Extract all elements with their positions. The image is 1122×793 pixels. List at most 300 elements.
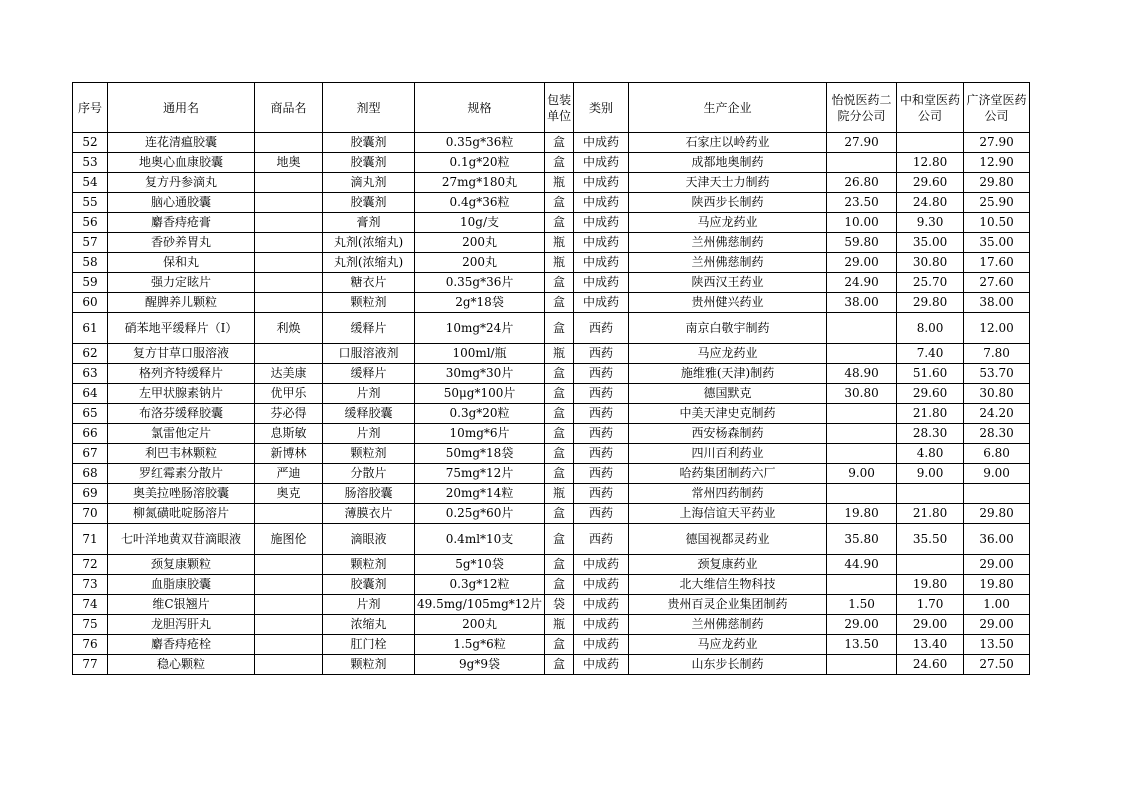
header-row — [73, 83, 1030, 133]
cell-category: 西药 — [574, 313, 629, 344]
table-row — [73, 484, 1030, 504]
cell-price-guangjitang — [964, 484, 1030, 504]
header-pack-unit: 包装单位 — [545, 83, 574, 133]
cell-price-zhonghetang: 1.70 — [897, 595, 964, 615]
cell-spec: 200丸 — [415, 253, 545, 273]
cell-dosage-form: 浓缩丸 — [323, 615, 415, 635]
cell-spec: 0.25g*60片 — [415, 504, 545, 524]
cell-category: 西药 — [574, 504, 629, 524]
cell-index: 76 — [73, 635, 108, 655]
cell-price-yiyue — [827, 484, 897, 504]
cell-brand-name — [255, 293, 323, 313]
cell-price-guangjitang: 35.00 — [964, 233, 1030, 253]
cell-price-yiyue — [827, 424, 897, 444]
cell-pack-unit: 袋 — [545, 595, 574, 615]
cell-manufacturer: 贵州健兴药业 — [629, 293, 827, 313]
cell-manufacturer: 山东步长制药 — [629, 655, 827, 675]
cell-price-zhonghetang: 35.00 — [897, 233, 964, 253]
cell-manufacturer: 马应龙药业 — [629, 213, 827, 233]
cell-price-zhonghetang: 29.00 — [897, 615, 964, 635]
cell-price-guangjitang: 12.90 — [964, 153, 1030, 173]
cell-price-zhonghetang: 21.80 — [897, 504, 964, 524]
cell-generic-name: 柳氮磺吡啶肠溶片 — [108, 504, 255, 524]
cell-price-guangjitang: 7.80 — [964, 344, 1030, 364]
cell-price-yiyue: 59.80 — [827, 233, 897, 253]
cell-manufacturer: 成都地奥制药 — [629, 153, 827, 173]
cell-manufacturer: 陕西汉王药业 — [629, 273, 827, 293]
cell-price-zhonghetang: 21.80 — [897, 404, 964, 424]
cell-price-zhonghetang: 28.30 — [897, 424, 964, 444]
cell-brand-name — [255, 273, 323, 293]
cell-price-yiyue: 48.90 — [827, 364, 897, 384]
cell-price-guangjitang: 12.00 — [964, 313, 1030, 344]
cell-generic-name: 强力定眩片 — [108, 273, 255, 293]
cell-manufacturer: 西安杨森制药 — [629, 424, 827, 444]
cell-spec: 0.3g*20粒 — [415, 404, 545, 424]
cell-pack-unit: 盒 — [545, 213, 574, 233]
cell-index: 75 — [73, 615, 108, 635]
cell-price-yiyue: 1.50 — [827, 595, 897, 615]
cell-manufacturer: 陕西步长制药 — [629, 193, 827, 213]
cell-price-yiyue — [827, 444, 897, 464]
cell-pack-unit: 盒 — [545, 404, 574, 424]
table-row — [73, 504, 1030, 524]
header-spec: 规格 — [415, 83, 545, 133]
cell-spec: 9g*9袋 — [415, 655, 545, 675]
cell-pack-unit: 瓶 — [545, 253, 574, 273]
cell-price-yiyue: 38.00 — [827, 293, 897, 313]
cell-brand-name — [255, 655, 323, 675]
cell-price-yiyue — [827, 344, 897, 364]
cell-manufacturer: 天津天士力制药 — [629, 173, 827, 193]
cell-price-guangjitang: 10.50 — [964, 213, 1030, 233]
cell-manufacturer: 中美天津史克制药 — [629, 404, 827, 424]
cell-price-zhonghetang: 9.00 — [897, 464, 964, 484]
cell-category: 中成药 — [574, 655, 629, 675]
cell-index: 63 — [73, 364, 108, 384]
table-row — [73, 173, 1030, 193]
cell-spec: 49.5mg/105mg*12片 — [415, 595, 545, 615]
table-row — [73, 384, 1030, 404]
cell-dosage-form: 胶囊剂 — [323, 193, 415, 213]
cell-index: 64 — [73, 384, 108, 404]
cell-spec: 10mg*6片 — [415, 424, 545, 444]
table-row — [73, 444, 1030, 464]
table-row — [73, 364, 1030, 384]
cell-price-yiyue — [827, 575, 897, 595]
cell-price-yiyue: 19.80 — [827, 504, 897, 524]
header-generic-name: 通用名 — [108, 83, 255, 133]
cell-dosage-form: 颗粒剂 — [323, 293, 415, 313]
cell-dosage-form: 缓释胶囊 — [323, 404, 415, 424]
cell-manufacturer: 兰州佛慈制药 — [629, 615, 827, 635]
cell-category: 中成药 — [574, 273, 629, 293]
cell-brand-name: 施图伦 — [255, 524, 323, 555]
cell-category: 西药 — [574, 484, 629, 504]
table-row — [73, 464, 1030, 484]
cell-index: 73 — [73, 575, 108, 595]
cell-brand-name: 严迪 — [255, 464, 323, 484]
cell-dosage-form: 糖衣片 — [323, 273, 415, 293]
cell-index: 52 — [73, 133, 108, 153]
cell-generic-name: 稳心颗粒 — [108, 655, 255, 675]
cell-price-zhonghetang: 29.60 — [897, 384, 964, 404]
cell-category: 西药 — [574, 384, 629, 404]
cell-dosage-form: 颗粒剂 — [323, 655, 415, 675]
cell-dosage-form: 滴丸剂 — [323, 173, 415, 193]
cell-category: 西药 — [574, 344, 629, 364]
table-body — [73, 133, 1030, 675]
cell-price-zhonghetang: 4.80 — [897, 444, 964, 464]
cell-index: 67 — [73, 444, 108, 464]
cell-pack-unit: 盒 — [545, 555, 574, 575]
cell-spec: 10mg*24片 — [415, 313, 545, 344]
cell-price-guangjitang: 29.80 — [964, 173, 1030, 193]
cell-generic-name: 氯雷他定片 — [108, 424, 255, 444]
cell-price-yiyue: 24.90 — [827, 273, 897, 293]
cell-price-zhonghetang — [897, 555, 964, 575]
cell-spec: 50μg*100片 — [415, 384, 545, 404]
cell-generic-name: 格列齐特缓释片 — [108, 364, 255, 384]
cell-manufacturer: 石家庄以岭药业 — [629, 133, 827, 153]
cell-price-zhonghetang: 8.00 — [897, 313, 964, 344]
cell-price-yiyue: 35.80 — [827, 524, 897, 555]
cell-category: 西药 — [574, 464, 629, 484]
cell-spec: 0.1g*20粒 — [415, 153, 545, 173]
cell-manufacturer: 四川百利药业 — [629, 444, 827, 464]
cell-pack-unit: 盒 — [545, 444, 574, 464]
cell-price-guangjitang: 36.00 — [964, 524, 1030, 555]
cell-pack-unit: 盒 — [545, 524, 574, 555]
cell-brand-name: 地奥 — [255, 153, 323, 173]
cell-pack-unit: 盒 — [545, 273, 574, 293]
cell-pack-unit: 盒 — [545, 384, 574, 404]
cell-brand-name: 优甲乐 — [255, 384, 323, 404]
cell-price-guangjitang: 24.20 — [964, 404, 1030, 424]
cell-brand-name — [255, 555, 323, 575]
cell-index: 53 — [73, 153, 108, 173]
table-row — [73, 153, 1030, 173]
header-index: 序号 — [73, 83, 108, 133]
cell-price-guangjitang: 28.30 — [964, 424, 1030, 444]
table-row — [73, 213, 1030, 233]
cell-spec: 0.35g*36粒 — [415, 133, 545, 153]
cell-price-yiyue: 10.00 — [827, 213, 897, 233]
cell-index: 66 — [73, 424, 108, 444]
cell-brand-name: 奥克 — [255, 484, 323, 504]
cell-generic-name: 复方甘草口服溶液 — [108, 344, 255, 364]
cell-price-guangjitang: 9.00 — [964, 464, 1030, 484]
cell-brand-name: 芬必得 — [255, 404, 323, 424]
cell-price-zhonghetang: 24.60 — [897, 655, 964, 675]
cell-dosage-form: 肠溶胶囊 — [323, 484, 415, 504]
cell-price-yiyue: 30.80 — [827, 384, 897, 404]
cell-index: 55 — [73, 193, 108, 213]
cell-brand-name — [255, 133, 323, 153]
cell-dosage-form: 胶囊剂 — [323, 133, 415, 153]
cell-category: 中成药 — [574, 253, 629, 273]
cell-spec: 30mg*30片 — [415, 364, 545, 384]
cell-brand-name — [255, 575, 323, 595]
cell-generic-name: 硝苯地平缓释片（Ⅰ） — [108, 313, 255, 344]
cell-pack-unit: 盒 — [545, 575, 574, 595]
cell-pack-unit: 瓶 — [545, 615, 574, 635]
table-row — [73, 233, 1030, 253]
cell-dosage-form: 滴眼液 — [323, 524, 415, 555]
cell-brand-name — [255, 635, 323, 655]
cell-dosage-form: 肛门栓 — [323, 635, 415, 655]
cell-category: 中成药 — [574, 635, 629, 655]
cell-price-yiyue: 27.90 — [827, 133, 897, 153]
cell-index: 70 — [73, 504, 108, 524]
cell-dosage-form: 丸剂(浓缩丸) — [323, 253, 415, 273]
cell-category: 西药 — [574, 424, 629, 444]
cell-price-guangjitang: 27.90 — [964, 133, 1030, 153]
cell-price-guangjitang: 13.50 — [964, 635, 1030, 655]
cell-index: 57 — [73, 233, 108, 253]
cell-price-zhonghetang: 12.80 — [897, 153, 964, 173]
cell-price-guangjitang: 6.80 — [964, 444, 1030, 464]
cell-spec: 0.4ml*10支 — [415, 524, 545, 555]
cell-category: 中成药 — [574, 213, 629, 233]
table-row — [73, 404, 1030, 424]
cell-generic-name: 连花清瘟胶囊 — [108, 133, 255, 153]
cell-price-yiyue: 44.90 — [827, 555, 897, 575]
cell-dosage-form: 颗粒剂 — [323, 555, 415, 575]
cell-manufacturer: 颈复康药业 — [629, 555, 827, 575]
cell-generic-name: 奥美拉唑肠溶胶囊 — [108, 484, 255, 504]
cell-price-guangjitang: 19.80 — [964, 575, 1030, 595]
cell-index: 58 — [73, 253, 108, 273]
cell-spec: 20mg*14粒 — [415, 484, 545, 504]
cell-spec: 50mg*18袋 — [415, 444, 545, 464]
cell-spec: 200丸 — [415, 233, 545, 253]
cell-generic-name: 保和丸 — [108, 253, 255, 273]
cell-price-zhonghetang: 19.80 — [897, 575, 964, 595]
cell-generic-name: 罗红霉素分散片 — [108, 464, 255, 484]
cell-spec: 1.5g*6粒 — [415, 635, 545, 655]
cell-brand-name: 新博林 — [255, 444, 323, 464]
cell-index: 74 — [73, 595, 108, 615]
cell-price-yiyue — [827, 313, 897, 344]
cell-price-zhonghetang: 25.70 — [897, 273, 964, 293]
table-row — [73, 424, 1030, 444]
cell-price-zhonghetang: 7.40 — [897, 344, 964, 364]
cell-manufacturer: 贵州百灵企业集团制药 — [629, 595, 827, 615]
cell-price-zhonghetang — [897, 484, 964, 504]
cell-brand-name — [255, 193, 323, 213]
cell-generic-name: 七叶洋地黄双苷滴眼液 — [108, 524, 255, 555]
table-row — [73, 615, 1030, 635]
cell-index: 69 — [73, 484, 108, 504]
cell-dosage-form: 口服溶液剂 — [323, 344, 415, 364]
cell-pack-unit: 盒 — [545, 504, 574, 524]
cell-category: 中成药 — [574, 595, 629, 615]
drug-price-table — [72, 82, 1030, 675]
cell-generic-name: 醒脾养儿颗粒 — [108, 293, 255, 313]
header-supplier-guangjitang: 广济堂医药公司 — [964, 83, 1030, 133]
cell-index: 54 — [73, 173, 108, 193]
header-category: 类别 — [574, 83, 629, 133]
cell-price-yiyue: 13.50 — [827, 635, 897, 655]
cell-generic-name: 麝香痔疮栓 — [108, 635, 255, 655]
cell-category: 中成药 — [574, 193, 629, 213]
cell-price-guangjitang: 27.50 — [964, 655, 1030, 675]
cell-index: 59 — [73, 273, 108, 293]
cell-price-yiyue — [827, 655, 897, 675]
cell-index: 62 — [73, 344, 108, 364]
cell-brand-name — [255, 233, 323, 253]
cell-price-guangjitang: 17.60 — [964, 253, 1030, 273]
header-supplier-zhonghetang: 中和堂医药公司 — [897, 83, 964, 133]
cell-pack-unit: 瓶 — [545, 484, 574, 504]
cell-price-zhonghetang: 29.60 — [897, 173, 964, 193]
cell-manufacturer: 德国视都灵药业 — [629, 524, 827, 555]
cell-price-guangjitang: 29.80 — [964, 504, 1030, 524]
cell-dosage-form: 薄膜衣片 — [323, 504, 415, 524]
cell-price-guangjitang: 29.00 — [964, 615, 1030, 635]
cell-generic-name: 龙胆泻肝丸 — [108, 615, 255, 635]
cell-index: 60 — [73, 293, 108, 313]
cell-category: 中成药 — [574, 575, 629, 595]
cell-generic-name: 布洛芬缓释胶囊 — [108, 404, 255, 424]
cell-generic-name: 麝香痔疮膏 — [108, 213, 255, 233]
cell-brand-name — [255, 213, 323, 233]
cell-category: 中成药 — [574, 615, 629, 635]
cell-price-zhonghetang: 24.80 — [897, 193, 964, 213]
cell-generic-name: 香砂养胃丸 — [108, 233, 255, 253]
table-row — [73, 193, 1030, 213]
cell-manufacturer: 德国默克 — [629, 384, 827, 404]
cell-generic-name: 血脂康胶囊 — [108, 575, 255, 595]
cell-price-guangjitang: 25.90 — [964, 193, 1030, 213]
cell-generic-name: 维C银翘片 — [108, 595, 255, 615]
cell-manufacturer: 马应龙药业 — [629, 635, 827, 655]
cell-category: 中成药 — [574, 293, 629, 313]
cell-pack-unit: 盒 — [545, 464, 574, 484]
cell-dosage-form: 膏剂 — [323, 213, 415, 233]
table-row — [73, 555, 1030, 575]
cell-manufacturer: 兰州佛慈制药 — [629, 253, 827, 273]
cell-brand-name: 息斯敏 — [255, 424, 323, 444]
cell-spec: 0.4g*36粒 — [415, 193, 545, 213]
cell-index: 61 — [73, 313, 108, 344]
cell-pack-unit: 盒 — [545, 133, 574, 153]
cell-pack-unit: 瓶 — [545, 173, 574, 193]
cell-price-zhonghetang — [897, 133, 964, 153]
cell-category: 中成药 — [574, 555, 629, 575]
cell-price-guangjitang: 27.60 — [964, 273, 1030, 293]
cell-pack-unit: 盒 — [545, 193, 574, 213]
cell-brand-name — [255, 253, 323, 273]
cell-spec: 75mg*12片 — [415, 464, 545, 484]
cell-brand-name: 达美康 — [255, 364, 323, 384]
cell-category: 西药 — [574, 444, 629, 464]
table-header — [73, 83, 1030, 133]
cell-price-guangjitang: 1.00 — [964, 595, 1030, 615]
cell-dosage-form: 片剂 — [323, 384, 415, 404]
cell-manufacturer: 南京白敬宇制药 — [629, 313, 827, 344]
table-row — [73, 344, 1030, 364]
cell-category: 中成药 — [574, 133, 629, 153]
table-row — [73, 253, 1030, 273]
cell-manufacturer: 上海信谊天平药业 — [629, 504, 827, 524]
cell-pack-unit: 盒 — [545, 313, 574, 344]
cell-category: 中成药 — [574, 173, 629, 193]
cell-pack-unit: 瓶 — [545, 233, 574, 253]
cell-price-guangjitang: 38.00 — [964, 293, 1030, 313]
table-row — [73, 293, 1030, 313]
cell-price-yiyue — [827, 153, 897, 173]
cell-spec: 5g*10袋 — [415, 555, 545, 575]
cell-index: 77 — [73, 655, 108, 675]
table-row — [73, 313, 1030, 344]
cell-pack-unit: 盒 — [545, 635, 574, 655]
cell-spec: 0.3g*12粒 — [415, 575, 545, 595]
cell-price-yiyue: 9.00 — [827, 464, 897, 484]
table-row — [73, 655, 1030, 675]
cell-brand-name — [255, 173, 323, 193]
cell-dosage-form: 胶囊剂 — [323, 575, 415, 595]
cell-price-yiyue: 29.00 — [827, 615, 897, 635]
cell-brand-name — [255, 595, 323, 615]
cell-generic-name: 颈复康颗粒 — [108, 555, 255, 575]
header-brand-name: 商品名 — [255, 83, 323, 133]
cell-spec: 2g*18袋 — [415, 293, 545, 313]
cell-spec: 100ml/瓶 — [415, 344, 545, 364]
cell-price-zhonghetang: 35.50 — [897, 524, 964, 555]
table-row — [73, 575, 1030, 595]
cell-price-zhonghetang: 13.40 — [897, 635, 964, 655]
cell-brand-name — [255, 615, 323, 635]
cell-brand-name: 利焕 — [255, 313, 323, 344]
cell-dosage-form: 缓释片 — [323, 313, 415, 344]
cell-price-zhonghetang: 51.60 — [897, 364, 964, 384]
cell-pack-unit: 盒 — [545, 153, 574, 173]
cell-manufacturer: 施维雅(天津)制药 — [629, 364, 827, 384]
cell-spec: 0.35g*36片 — [415, 273, 545, 293]
cell-category: 西药 — [574, 404, 629, 424]
cell-price-yiyue: 29.00 — [827, 253, 897, 273]
cell-dosage-form: 片剂 — [323, 595, 415, 615]
cell-index: 65 — [73, 404, 108, 424]
cell-price-guangjitang: 53.70 — [964, 364, 1030, 384]
table-row — [73, 273, 1030, 293]
cell-price-guangjitang: 29.00 — [964, 555, 1030, 575]
cell-price-yiyue — [827, 404, 897, 424]
header-dosage-form: 剂型 — [323, 83, 415, 133]
cell-price-guangjitang: 30.80 — [964, 384, 1030, 404]
cell-generic-name: 利巴韦林颗粒 — [108, 444, 255, 464]
cell-manufacturer: 兰州佛慈制药 — [629, 233, 827, 253]
cell-brand-name — [255, 504, 323, 524]
table-row — [73, 133, 1030, 153]
cell-dosage-form: 胶囊剂 — [323, 153, 415, 173]
cell-category: 西药 — [574, 364, 629, 384]
cell-spec: 200丸 — [415, 615, 545, 635]
cell-manufacturer: 哈药集团制药六厂 — [629, 464, 827, 484]
cell-dosage-form: 分散片 — [323, 464, 415, 484]
cell-index: 71 — [73, 524, 108, 555]
cell-index: 72 — [73, 555, 108, 575]
cell-pack-unit: 盒 — [545, 424, 574, 444]
cell-pack-unit: 瓶 — [545, 344, 574, 364]
cell-price-zhonghetang: 29.80 — [897, 293, 964, 313]
table-row — [73, 595, 1030, 615]
cell-generic-name: 复方丹参滴丸 — [108, 173, 255, 193]
header-manufacturer: 生产企业 — [629, 83, 827, 133]
cell-index: 68 — [73, 464, 108, 484]
